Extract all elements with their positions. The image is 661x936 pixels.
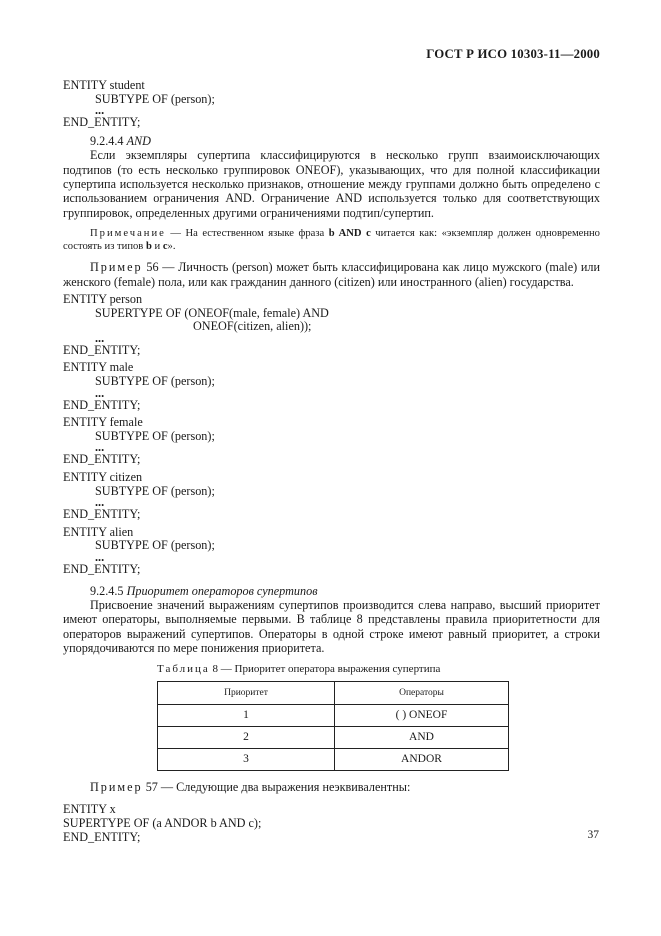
- page-number: 37: [587, 829, 599, 841]
- page-content: [63, 79, 600, 844]
- code-line: SUBTYPE OF (person);: [95, 538, 215, 553]
- code-ellipsis: ...: [95, 385, 105, 400]
- note-bold: b: [145, 241, 152, 253]
- table-row: [158, 726, 509, 748]
- code-ellipsis: ...: [95, 330, 105, 345]
- code-line: SUBTYPE OF (person);: [95, 374, 215, 388]
- code-line: END_ENTITY;: [63, 561, 141, 576]
- table-cell: 3: [158, 748, 335, 770]
- table-header: Приоритет: [158, 681, 335, 704]
- table-cell: ANDOR: [335, 748, 509, 770]
- section-heading: [63, 584, 600, 598]
- code-line: END_ENTITY;: [63, 507, 141, 522]
- table-caption: [63, 662, 600, 676]
- table-cell: 2: [158, 726, 335, 748]
- code-line: END_ENTITY;: [63, 115, 141, 130]
- table-row: [158, 704, 509, 726]
- note-text: и: [151, 241, 163, 253]
- example-label: Пример: [90, 260, 143, 275]
- section-number: 9.2.4.5: [90, 583, 124, 598]
- section-title: AND: [126, 133, 151, 148]
- example-paragraph: [63, 780, 600, 794]
- table-header: Операторы: [335, 681, 509, 704]
- code-line: ENTITY female: [63, 415, 143, 430]
- body-paragraph: Если экземпляры супертипа классифицируются в несколько групп взаимоисключающих подтипов (то есть несколько группировок ONEOF), указывающих, что для полной классификации супертипа используется несколько признаков, отношение между группами должно быть определено с использованием ограничения AND. Ограничение AND используется только для соответствующих группировок, определенных другими ограничениями подтип/супертип.: [63, 148, 600, 220]
- code-ellipsis: ...: [95, 495, 105, 510]
- note-text: читается как: «экземпляр должен одновременно состоять из типов: [63, 228, 600, 253]
- code-line: SUPERTYPE OF (a ANDOR b AND c);: [63, 815, 262, 830]
- code-line: ENTITY student: [63, 78, 145, 92]
- code-line: ENTITY alien: [63, 524, 134, 539]
- example-text: 56 — Личность (person) может быть классифицирована как лицо мужского (male) или женского (female) пола, или как гражданин данного (citizen) или иностранного (alien) государства.: [63, 260, 600, 289]
- note-bold: b AND c: [328, 228, 371, 240]
- code-line: ENTITY male: [63, 360, 134, 375]
- code-line: SUBTYPE OF (person);: [95, 483, 215, 498]
- note-text: — На естественном языке фраза: [165, 228, 329, 240]
- table-row: [158, 748, 509, 770]
- table-cell: ( ) ONEOF: [335, 704, 509, 726]
- note-bold: c: [162, 241, 168, 253]
- priority-table: [157, 681, 509, 771]
- code-line: ENTITY x: [63, 802, 116, 817]
- code-line: SUBTYPE OF (person);: [95, 428, 215, 443]
- code-ellipsis: ...: [95, 549, 105, 564]
- code-ellipsis: ...: [95, 440, 105, 455]
- note-text: ».: [167, 241, 176, 253]
- code-line: END_ENTITY;: [63, 452, 141, 467]
- table-title: 8 — Приоритет оператора выражения супертипа: [209, 662, 441, 675]
- code-line: END_ENTITY;: [63, 342, 141, 357]
- code-line: ENTITY citizen: [63, 469, 143, 484]
- code-line: SUBTYPE OF (person);: [95, 91, 215, 106]
- code-line: END_ENTITY;: [63, 829, 141, 844]
- example-paragraph: [63, 260, 600, 289]
- code-line: ONEOF(citizen, alien));: [193, 319, 312, 334]
- code-line: ENTITY person: [63, 292, 143, 307]
- code-ellipsis: ...: [95, 103, 105, 118]
- table-label: Таблица: [157, 662, 210, 675]
- example-label: Пример: [90, 779, 143, 794]
- section-number: 9.2.4.4: [90, 133, 124, 148]
- note-label: Примечание: [90, 228, 166, 240]
- section-heading: [63, 134, 600, 148]
- document-header: ГОСТ Р ИСО 10303-11—2000: [426, 47, 600, 61]
- example-text: 57 — Следующие два выражения неэквивалентны:: [142, 779, 411, 794]
- section-title: Приоритет операторов супертипов: [126, 583, 318, 598]
- table-cell: 1: [158, 704, 335, 726]
- note-paragraph: [63, 227, 600, 253]
- body-paragraph: Присвоение значений выражениям супертипов производится слева направо, высший приоритет имеют операторы, выполняемые первыми. В таблице 8 представлены правила приоритетности для операторов выражений супертипов. Операторы в одной строке имеют равный приоритет, а строки упорядочиваются по мере понижения приоритета.: [63, 597, 600, 656]
- code-line: SUPERTYPE OF (ONEOF(male, female) AND: [95, 305, 329, 320]
- table-cell: AND: [335, 726, 509, 748]
- code-line: END_ENTITY;: [63, 397, 141, 412]
